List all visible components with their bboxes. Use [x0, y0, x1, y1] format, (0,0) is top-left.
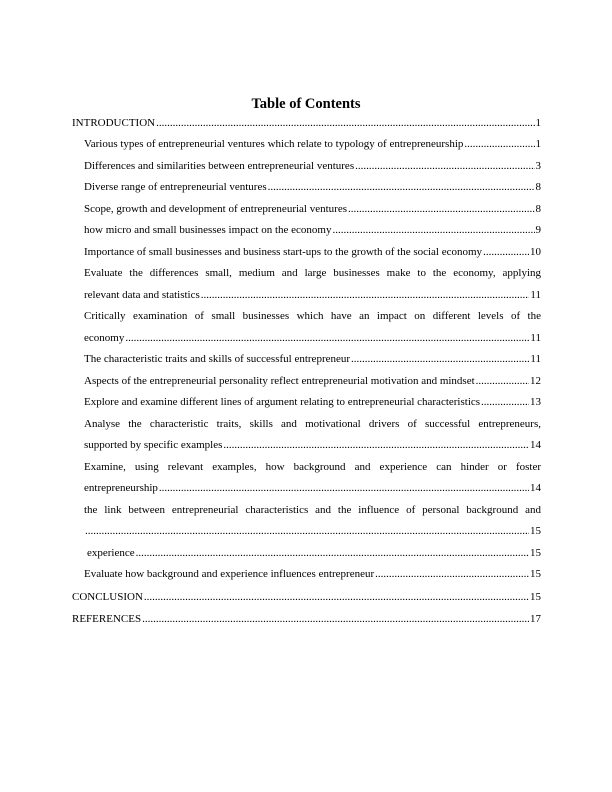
- toc-entry-text: CONCLUSION: [72, 590, 143, 603]
- toc-page-number: 14: [530, 482, 541, 494]
- toc-entry[interactable]: [72, 564, 541, 586]
- toc-entry[interactable]: [72, 242, 541, 264]
- toc-leader-dots: [223, 435, 529, 457]
- toc-entry[interactable]: [72, 263, 541, 306]
- toc-entry-text: experience: [87, 546, 135, 559]
- toc-entry[interactable]: [72, 586, 541, 608]
- toc-page-number: 3: [535, 159, 541, 172]
- toc-entry[interactable]: [72, 608, 541, 630]
- toc-title: Table of Contents: [251, 96, 361, 112]
- toc-page-number: 11: [530, 353, 541, 365]
- table-of-contents: [72, 112, 541, 630]
- toc-entry-text: REFERENCES: [72, 612, 142, 625]
- toc-entry[interactable]: [72, 371, 541, 393]
- toc-entry-text: Importance of small businesses and business start-ups to the growth of the social economy: [84, 245, 483, 258]
- toc-entry-text: Evaluate the differences small, medium and large businesses make to the economy, applying: [84, 267, 541, 279]
- toc-entry[interactable]: [72, 134, 541, 156]
- toc-entry-text: Explore and examine different lines of argument relating to entrepreneurial characteristics: [84, 396, 481, 408]
- toc-page-number: 1: [535, 138, 541, 150]
- toc-leader-dots: [159, 478, 529, 500]
- toc-entry-text: how micro and small businesses impact on the economy: [84, 224, 332, 236]
- toc-page-number: 17: [530, 612, 541, 625]
- toc-entry[interactable]: [72, 199, 541, 221]
- toc-entry[interactable]: [72, 220, 541, 242]
- toc-leader-dots: [355, 156, 534, 178]
- toc-entry-text: supported by specific examples: [84, 439, 223, 451]
- toc-entry-text: Differences and similarities between entrepreneurial ventures: [84, 159, 355, 172]
- toc-leader-dots: [351, 349, 529, 371]
- toc-page-number: 14: [530, 439, 541, 451]
- toc-entry-text: relevant data and statistics: [84, 288, 200, 301]
- toc-page-number: 15: [530, 590, 541, 603]
- toc-entry-text: entrepreneurship: [84, 482, 158, 494]
- toc-leader-dots: [144, 586, 529, 608]
- toc-page-number: 11: [530, 331, 541, 344]
- toc-entry-text: Analyse the characteristic traits, skills and motivational drivers of successful entrepreneurs,: [84, 417, 541, 430]
- toc-entry-text: Examine, using relevant examples, how background and experience can hinder or foster: [84, 460, 541, 473]
- toc-entry[interactable]: [72, 112, 541, 134]
- toc-page-number: 11: [530, 288, 541, 301]
- toc-page-number: 15: [530, 568, 541, 580]
- toc-leader-dots: [464, 134, 534, 156]
- toc-entry[interactable]: [72, 177, 541, 199]
- toc-entry[interactable]: [72, 543, 541, 565]
- toc-leader-dots: [201, 285, 530, 307]
- toc-page-number: 1: [535, 117, 541, 129]
- toc-leader-dots: [481, 392, 529, 414]
- toc-leader-dots: [156, 112, 534, 134]
- toc-leader-dots: [125, 328, 529, 350]
- toc-leader-dots: [268, 177, 535, 199]
- toc-entry-text: Aspects of the entrepreneurial personality reflect entrepreneurial motivation and mindset: [84, 374, 475, 387]
- toc-entry[interactable]: [72, 500, 541, 543]
- toc-page-number: 9: [535, 224, 541, 236]
- toc-page-number: 15: [530, 546, 541, 559]
- toc-entry[interactable]: [72, 457, 541, 500]
- toc-leader-dots: [332, 220, 534, 242]
- toc-entry[interactable]: [72, 349, 541, 371]
- toc-entry-text: INTRODUCTION: [72, 117, 156, 129]
- toc-entry[interactable]: [72, 414, 541, 457]
- toc-leader-dots: [375, 564, 529, 586]
- toc-entry[interactable]: [72, 306, 541, 349]
- toc-entry-text: economy: [84, 331, 125, 344]
- toc-entry-text: Diverse range of entrepreneurial ventures: [84, 181, 267, 193]
- toc-page-number: 13: [530, 396, 541, 408]
- toc-leader-dots: [483, 242, 529, 264]
- toc-leader-dots: [476, 371, 529, 393]
- toc-entry-text: The characteristic traits and skills of successful entrepreneur: [84, 353, 351, 365]
- toc-entry-text: Scope, growth and development of entrepreneurial ventures: [84, 202, 347, 215]
- toc-leader-dots: [142, 608, 529, 630]
- toc-page-number: 12: [530, 374, 541, 387]
- toc-page-number: 8: [535, 181, 541, 193]
- toc-leader-dots: [136, 543, 529, 565]
- toc-page-number: 15: [530, 525, 541, 537]
- toc-leader-dots: [85, 521, 529, 543]
- toc-entry-text: the link between entrepreneurial characteristics and the influence of personal background and: [84, 503, 541, 516]
- toc-page-number: 10: [530, 245, 541, 258]
- toc-entry-text: Evaluate how background and experience influences entrepreneur: [84, 568, 375, 580]
- toc-page-number: 8: [535, 202, 541, 215]
- toc-entry-text: Various types of entrepreneurial ventures which relate to typology of entrepreneurship: [84, 138, 464, 150]
- toc-leader-dots: [348, 199, 535, 221]
- toc-entry-text: Critically examination of small businesses which have an impact on different levels of the: [84, 310, 541, 322]
- toc-entry[interactable]: [72, 392, 541, 414]
- toc-entry[interactable]: [72, 156, 541, 178]
